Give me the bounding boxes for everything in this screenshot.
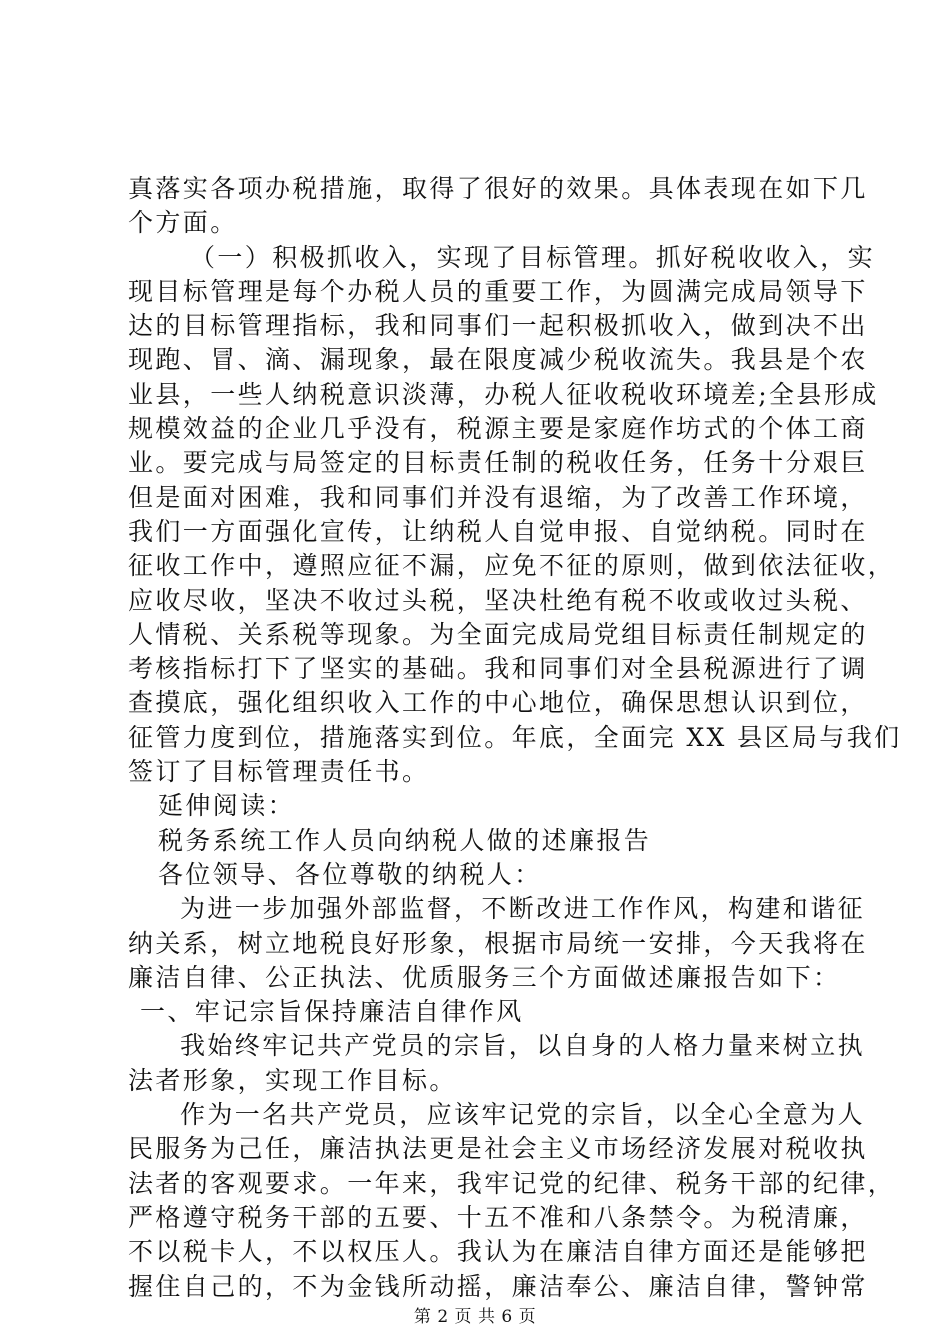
text-line: 个方面。 [128, 208, 238, 238]
text-line: 真落实各项办税措施，取得了很好的效果。具体表现在如下几 [128, 174, 868, 203]
text-line: 法者的客观要求。一年来，我牢记党的纪律、税务干部的纪律， [128, 1168, 896, 1198]
text-line: 严格遵守税务干部的五要、十五不准和八条禁令。为税清廉， [128, 1202, 868, 1232]
page-number-footer: 第 2 页 共 6 页 [413, 1307, 537, 1327]
text-line: 业县，一些人纳税意识淡薄，办税人征收税收环境差;全县形成 [128, 379, 879, 409]
text-line: 征收工作中，遵照应征不漏，应免不征的原则，做到依法征收， [128, 551, 896, 581]
text-line: 考核指标打下了坚实的基础。我和同事们对全县税源进行了调 [128, 654, 868, 684]
text-line: 纳关系，树立地税良好形象，根据市局统一安排，今天我将在 [128, 928, 868, 958]
text-line: 人情税、关系税等现象。为全面完成局党组目标责任制规定的 [128, 619, 868, 649]
text-line: 达的目标管理指标，我和同事们一起积极抓收入，做到决不出 [128, 311, 868, 341]
text-line: 握住自己的，不为金钱所动摇，廉洁奉公、廉洁自律，警钟常 [128, 1271, 868, 1301]
text-line: 规模效益的企业几乎没有，税源主要是家庭作坊式的个体工商 [128, 414, 868, 444]
text-line: 法者形象，实现工作目标。 [128, 1065, 457, 1095]
text-line: 作为一名共产党员，应该牢记党的宗旨，以全心全意为人 [180, 1100, 866, 1130]
report-title: 税务系统工作人员向纳税人做的述廉报告 [158, 825, 652, 855]
text-line: 应收尽收，坚决不收过头税，坚决杜绝有税不收或收过头税、 [128, 585, 868, 615]
text-line: 不以税卡人，不以权压人。我认为在廉洁自律方面还是能够把 [128, 1237, 868, 1267]
text-line: 征管力度到位，措施落实到位。年底，全面完 XX 县区局与我们 [128, 722, 902, 752]
document-body [128, 172, 902, 1304]
text-line: 廉洁自律、公正执法、优质服务三个方面做述廉报告如下： [128, 962, 841, 992]
text-line: 但是面对困难，我和同事们并没有退缩，为了改善工作环境， [128, 482, 868, 512]
text-line: 业。要完成与局签定的目标责任制的税收任务，任务十分艰巨 [128, 448, 868, 478]
text-line: 我始终牢记共产党员的宗旨，以自身的人格力量来树立执 [180, 1031, 866, 1061]
section-heading-line: （一）积极抓收入，实现了目标管理。抓好税收收入，实 [190, 242, 876, 272]
text-line: 我们一方面强化宣传，让纳税人自觉申报、自觉纳税。同时在 [128, 516, 868, 546]
text-line: 查摸底，强化组织收入工作的中心地位，确保思想认识到位， [128, 688, 868, 718]
text-line: 现目标管理是每个办税人员的重要工作，为圆满完成局领导下 [128, 276, 868, 306]
section-heading-line: 一、牢记宗旨保持廉洁自律作风 [140, 997, 524, 1027]
text-line: 签订了目标管理责任书。 [128, 757, 430, 787]
text-line: 为进一步加强外部监督，不断改进工作作风，构建和谐征 [180, 894, 866, 924]
text-line: 民服务为己任，廉洁执法更是社会主义市场经济发展对税收执 [128, 1134, 868, 1164]
salutation: 各位领导、各位尊敬的纳税人： [158, 859, 542, 889]
text-line: 现跑、冒、滴、漏现象，最在限度减少税收流失。我县是个农 [128, 345, 868, 375]
extended-reading-label: 延伸阅读： [158, 791, 296, 821]
